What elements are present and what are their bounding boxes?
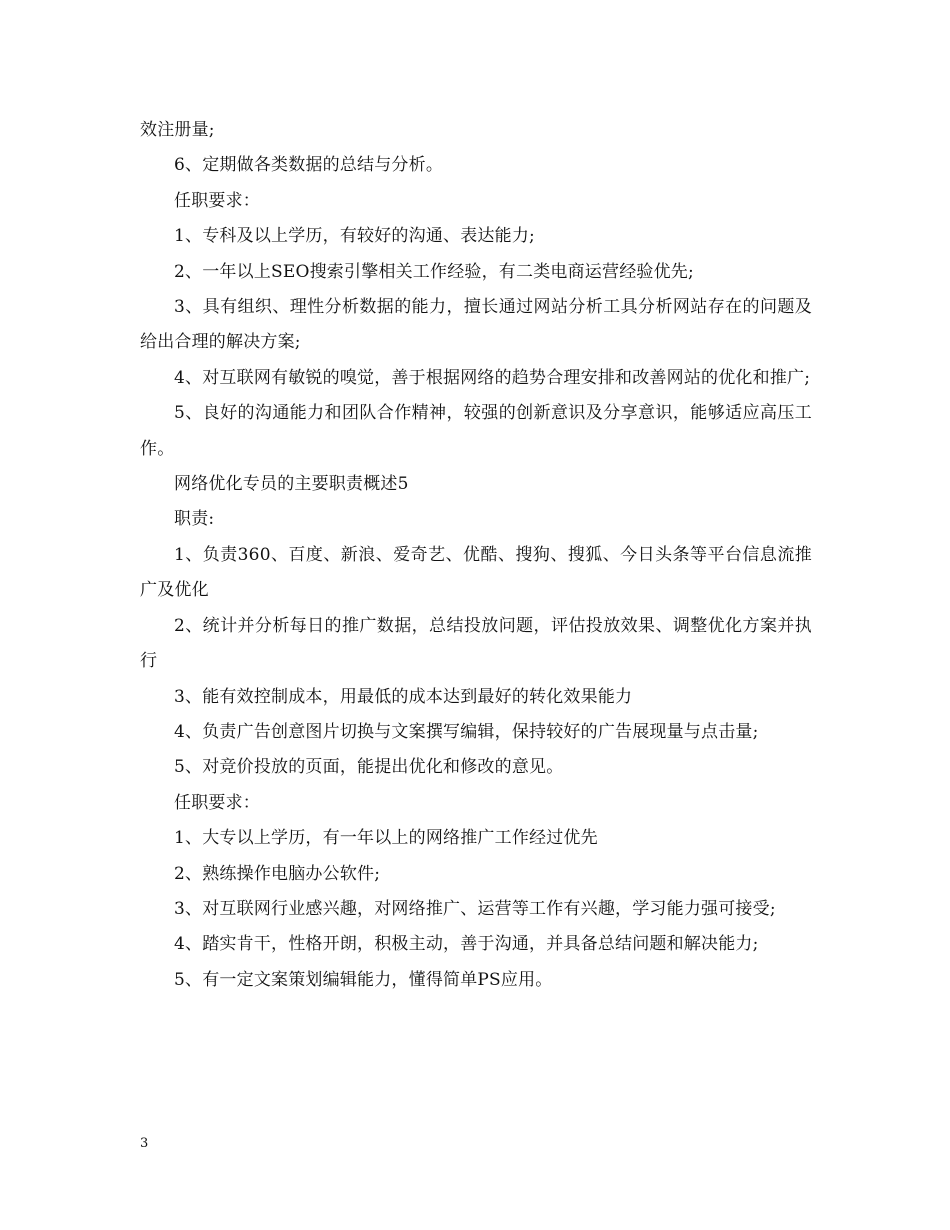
paragraph: 效注册量; xyxy=(140,120,215,140)
list-item: 3、对互联网行业感兴趣，对网络推广、运营等工作有兴趣，学习能力强可接受; xyxy=(174,898,776,919)
list-item: 4、对互联网有敏锐的嗅觉，善于根据网络的趋势合理安排和改善网站的优化和推广; xyxy=(174,367,811,388)
list-item: 1、专科及以上学历，有较好的沟通、表达能力; xyxy=(174,226,535,247)
list-item: 3、具有组织、理性分析数据的能力，擅长通过网站分析工具分析网站存在的问题及给出合理的解决方案; xyxy=(140,297,812,353)
list-item: 5、有一定文案策划编辑能力，懂得简单PS应用。 xyxy=(174,969,553,990)
list-item: 2、统计并分析每日的推广数据，总结投放问题，评估投放效果、调整优化方案并执行 xyxy=(140,615,812,672)
list-item: 4、负责广告创意图片切换与文案撰写编辑，保持较好的广告展现量与点击量; xyxy=(174,721,759,742)
section-heading: 职责: xyxy=(174,509,215,530)
page-number: 3 xyxy=(140,1136,149,1151)
section-heading: 任职要求： xyxy=(174,190,260,211)
list-item: 1、大专以上学历，有一年以上的网络推广工作经过优先 xyxy=(174,828,598,849)
section-heading: 任职要求： xyxy=(174,792,260,813)
list-item: 2、熟练操作电脑办公软件; xyxy=(174,863,381,884)
document-body xyxy=(140,113,812,998)
paragraph: 6、定期做各类数据的总结与分析。 xyxy=(174,155,444,176)
list-item: 5、良好的沟通能力和团队合作精神，较强的创新意识及分享意识，能够适应高压工作。 xyxy=(140,403,812,459)
list-item: 5、对竞价投放的页面，能提出优化和修改的意见。 xyxy=(174,757,564,778)
section-title: 网络优化专员的主要职责概述5 xyxy=(174,474,409,495)
list-item: 1、负责360、百度、新浪、爱奇艺、优酷、搜狗、搜狐、今日头条等平台信息流推广及优化 xyxy=(140,544,812,601)
list-item: 3、能有效控制成本，用最低的成本达到最好的转化效果能力 xyxy=(174,686,633,707)
list-item: 4、踏实肯干，性格开朗，积极主动，善于沟通，并具备总结问题和解决能力; xyxy=(174,934,759,955)
list-item: 2、一年以上SEO搜索引擎相关工作经验，有二类电商运营经验优先; xyxy=(174,261,694,282)
